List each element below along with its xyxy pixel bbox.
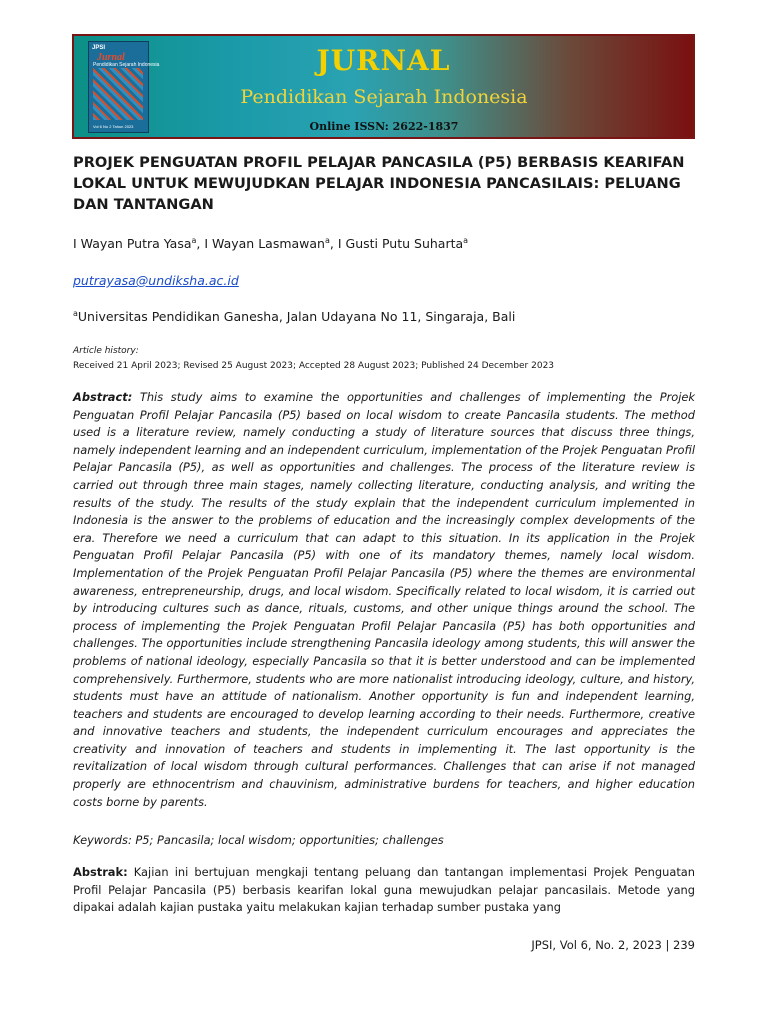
affiliation-mark: a xyxy=(73,309,78,318)
corresponding-email-link[interactable]: putrayasa@undiksha.ac.id xyxy=(73,273,239,288)
article-title: PROJEK PENGUATAN PROFIL PELAJAR PANCASILA (P5) BERBASIS KEARIFAN LOKAL UNTUK MEWUJUDKAN PELAJAR INDONESIA PANCASILAIS: PELUANG DAN TANTANGAN xyxy=(73,154,685,213)
cover-title: Jurnal xyxy=(97,52,125,63)
cover-volume: Vol 6 No 2 Tahun 2023 xyxy=(93,124,134,129)
keywords-text: P5; Pancasila; local wisdom; opportunities; challenges xyxy=(131,833,444,847)
abstract-indonesian xyxy=(73,864,695,917)
keywords xyxy=(73,832,695,850)
journal-issn: Online ISSN: 2622-1837 xyxy=(309,120,459,133)
author-list: I Wayan Putra Yasa$^a$, I Wayan Lasmawan$^a$, I Gusti Putu Suharta$^a$ xyxy=(73,236,469,252)
journal-subtitle: Pendidikan Sejarah Indonesia xyxy=(240,86,528,108)
abstrak-label: Abstrak: xyxy=(73,865,128,879)
author-name: I Gusti Putu Suharta xyxy=(337,236,464,252)
abstrak-text: Kajian ini bertujuan mengkaji tentang peluang dan tantangan implementasi Projek Penguatan Profil Pelajar Pancasila (P5) berbasis kearifan lokal guna mewujudkan pelajar pancasilais. Metode yang dipakai adalah kajian pustaka yaitu melakukan kajian terhadap sumber pustaka yang xyxy=(73,865,695,915)
journal-banner xyxy=(72,34,695,139)
author-name: I Wayan Lasmawan xyxy=(204,236,325,252)
keywords-label: Keywords: xyxy=(73,833,132,847)
article-history-label: Article history: xyxy=(73,346,139,356)
abstract-text: This study aims to examine the opportunities and challenges of implementing the Projek Penguatan Profil Pelajar Pancasila (P5) based on local wisdom to create Pancasila students. The method used is a literature review, namely conducting a study of literature sources that discuss three things, namely independent learning and an independent curriculum, implementation of the Projek Penguatan Profil Pelajar Pancasila (P5), as well as opportunities and challenges. The process of the literature review is carried out through three main stages, namely collecting literature, conducting analysis, and writing the results of the study. The results of the study explain that the independent curriculum implemented in Indonesia is the answer to the problems of education and the increasingly complex developments of the era. Therefore we need a curriculum that can adapt to this situation. In its application in the Projek Penguatan Profil Pelajar Pancasila (P5) with one of its mandatory themes, namely local wisdom. Implementation of the Projek Penguatan Profil Pelajar Pancasila (P5) where the themes are environmental awareness, entrepreneurship, drugs, and local wisdom. Specifically related to local wisdom, it is carried out by introducing cultures such as dance, rituals, customs, and other unique things around the school. The process of implementing the Projek Penguatan Profil Pelajar Pancasila (P5) has both opportunities and challenges. The opportunities include strengthening Pancasila ideology among students, this will answer the problems of national ideology, especially Pancasila so that it is better understood and can be implemented comprehensively. Furthermore, students who are more nationalist introducing ideology, culture, and history, students must have an attitude of nationalism. Another opportunity is fun and independent learning, teachers and students are encouraged to develop learning according to their needs. Furthermore, creative and innovative teachers and students, the independent curriculum encourages and appreciates the creativity and innovation of teachers and students in implementing it. The last opportunity is the revitalization of local wisdom through cultural performances. Challenges that can arise if not managed properly are ethnocentrism and chauvinism, administrative burdens for teachers, and higher education costs borne by parents. xyxy=(73,390,696,809)
author-affil-mark: a xyxy=(463,236,469,245)
cover-logo: JPSI xyxy=(92,45,106,51)
article-history: Received 21 April 2023; Revised 25 August 2023; Accepted 28 August 2023; Published 24 December 2023 xyxy=(73,361,555,371)
page-footer: JPSI, Vol 6, No. 2, 2023 | 239 xyxy=(531,938,695,952)
affiliation-text: Universitas Pendidikan Ganesha, Jalan Udayana No 11, Singaraja, Bali xyxy=(77,309,516,325)
author-affil-mark: a xyxy=(324,236,330,245)
abstract-english xyxy=(73,389,695,811)
affiliation xyxy=(73,309,515,324)
author-name: I Wayan Putra Yasa xyxy=(73,236,192,252)
abstract-label: Abstract: xyxy=(73,390,133,404)
author-affil-mark: a xyxy=(191,236,197,245)
cover-subtitle: Pendidikan Sejarah Indonesia xyxy=(93,62,160,68)
journal-name: JURNAL xyxy=(316,44,451,77)
